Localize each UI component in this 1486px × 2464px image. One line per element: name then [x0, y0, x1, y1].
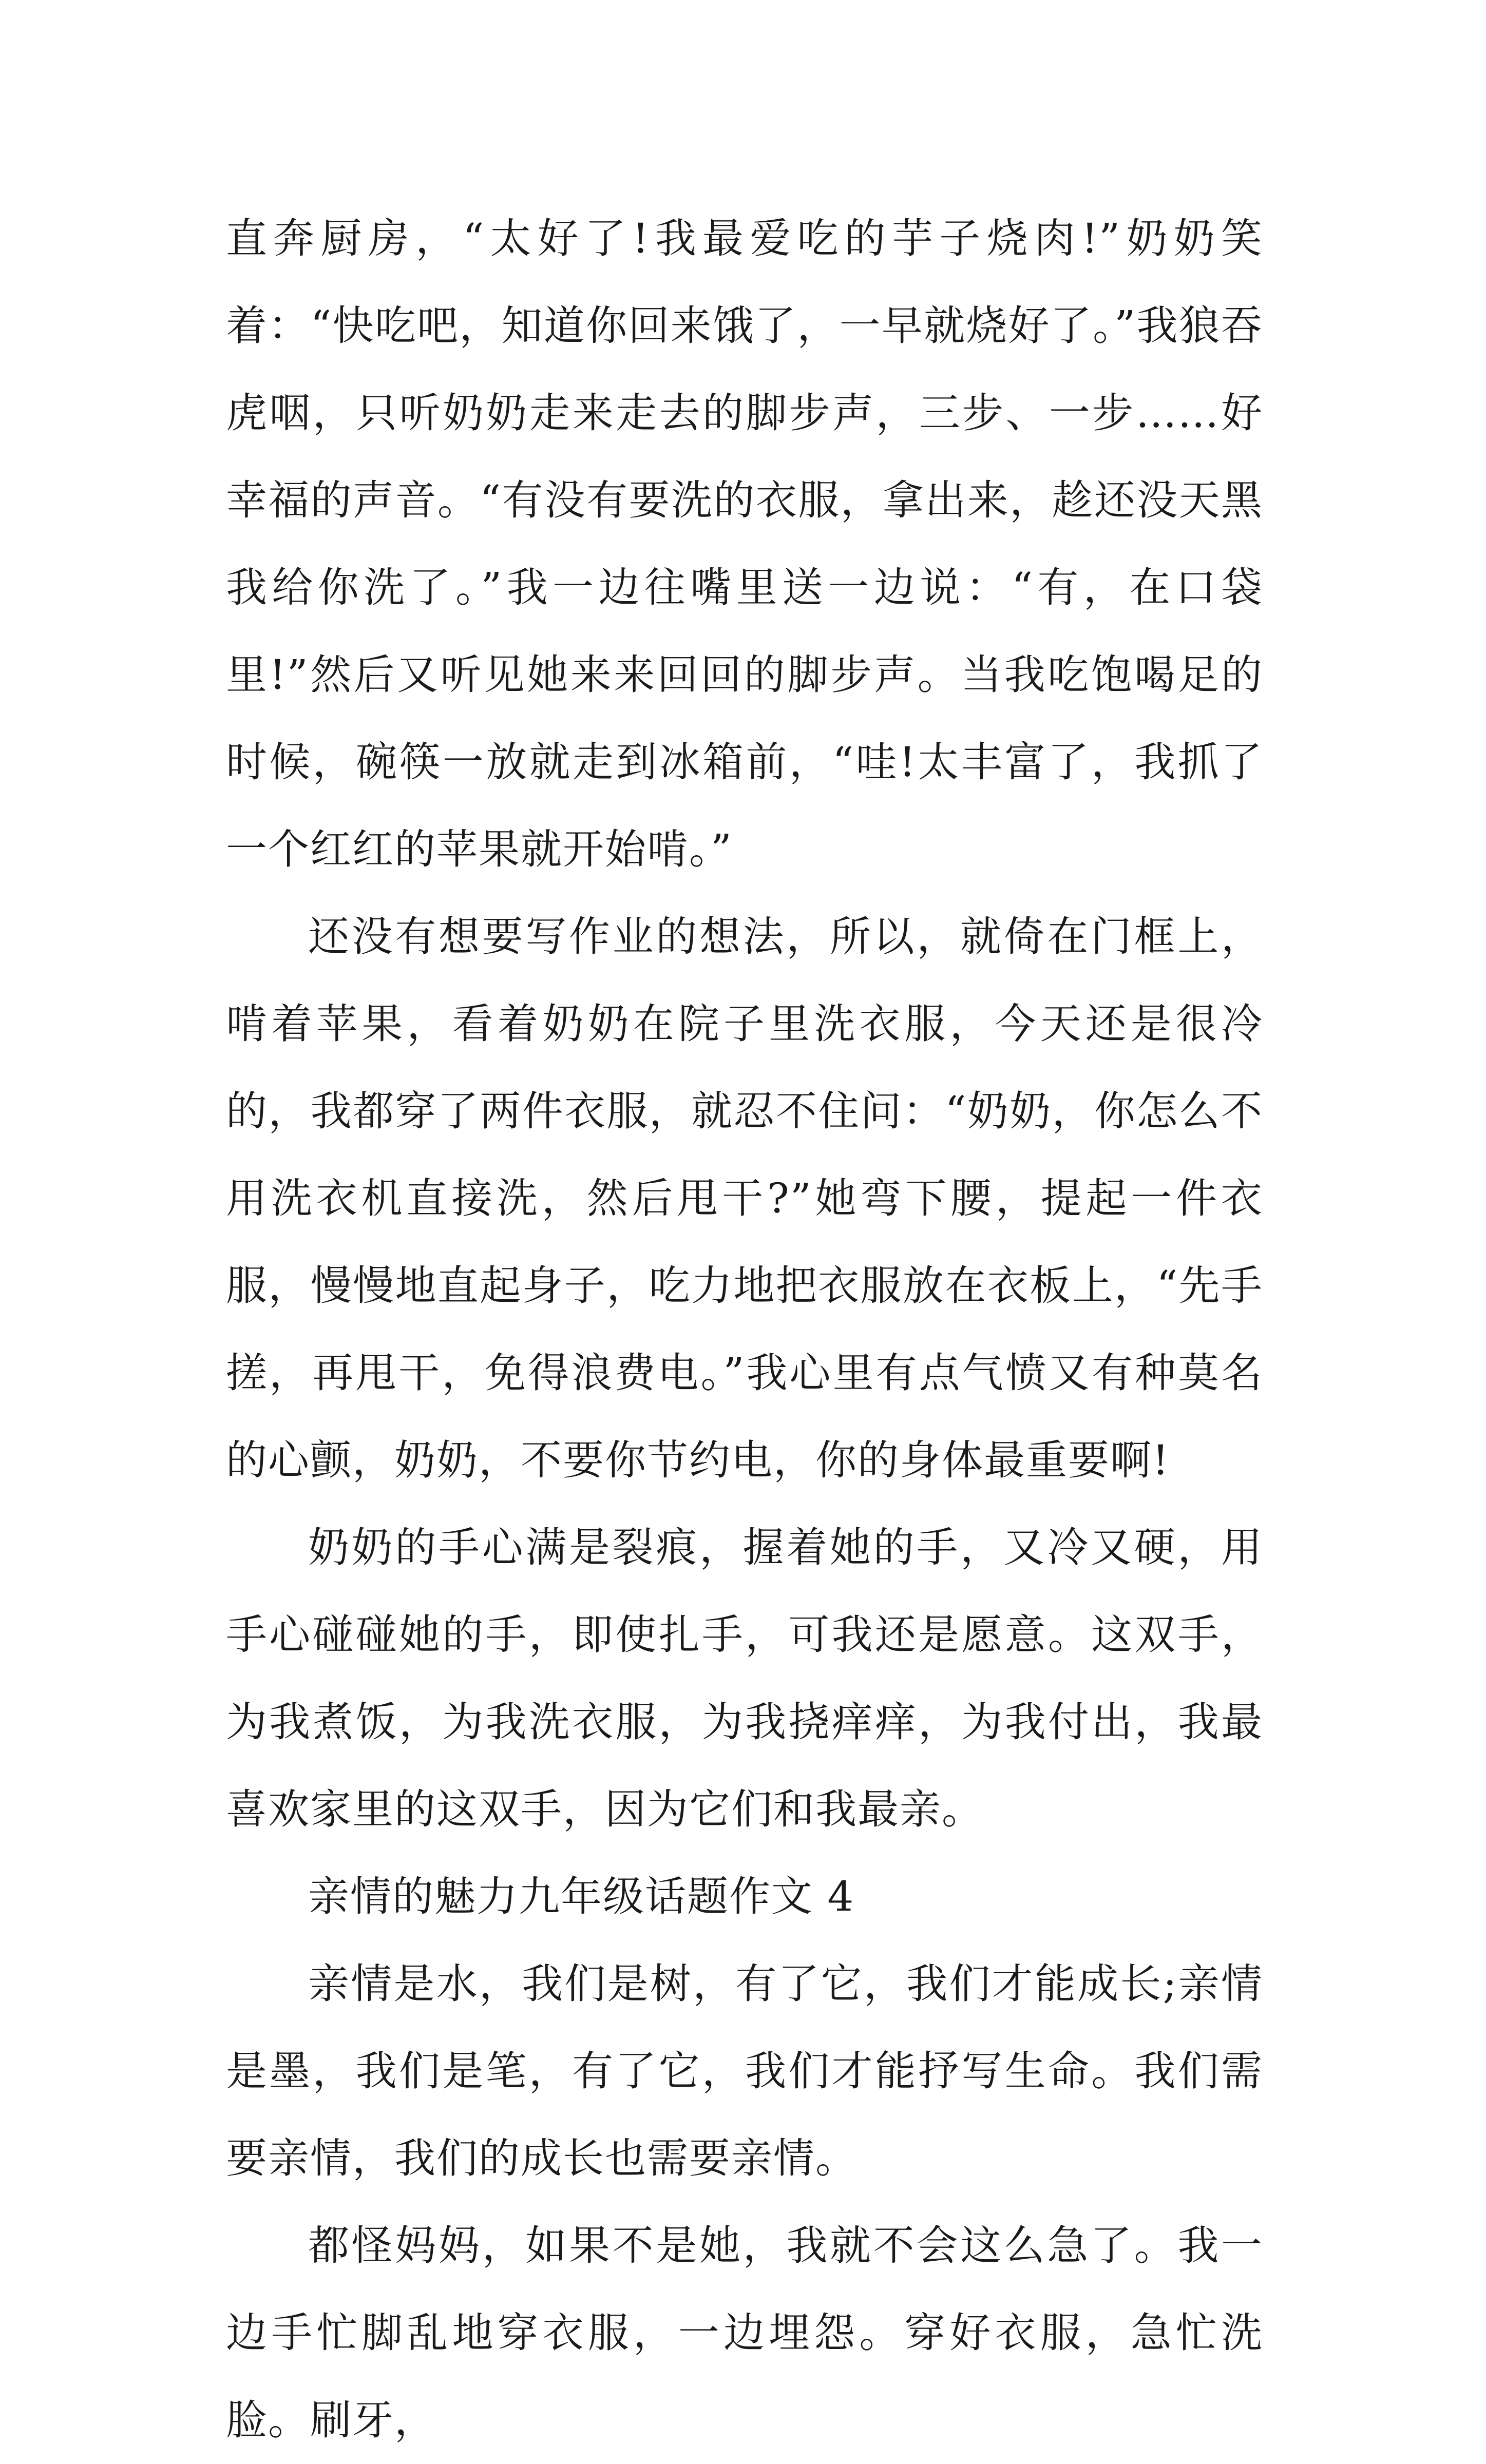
section-heading: 亲情的魅力九年级话题作文 4	[308, 1873, 855, 1920]
document-body	[226, 195, 1263, 2464]
paragraph-4: 亲情是水，我们是树，有了它，我们才能成长;亲情是墨，我们是笔，有了它，我们才能抒写生命。我们需要亲情，我们的成长也需要亲情。	[226, 1960, 1263, 2182]
paragraph-3: 奶奶的手心满是裂痕，握着她的手，又冷又硬，用手心碰碰她的手，即使扎手，可我还是愿意。这双手，为我煮饭，为我洗衣服，为我挠痒痒，为我付出，我最喜欢家里的这双手，因为它们和我最亲。	[226, 1524, 1263, 1833]
paragraph-5: 都怪妈妈，如果不是她，我就不会这么急了。我一边手忙脚乱地穿衣服，一边埋怨。穿好衣服，急忙洗脸。刷牙，	[226, 2222, 1263, 2444]
paragraph-1: 直奔厨房，“太好了!我最爱吃的芋子烧肉!”奶奶笑着：“快吃吧，知道你回来饿了，一早就烧好了。”我狼吞虎咽，只听奶奶走来走去的脚步声，三步、一步……好幸福的声音。“有没有要洗的衣服，拿出来，趁还没天黑我给你洗了。”我一边往嘴里送一边说：“有，在口袋里!”然后又听见她来来回回的脚步声。当我吃饱喝足的时候，碗筷一放就走到冰箱前，“哇!太丰富了，我抓了一个红红的苹果就开始啃。”	[226, 215, 1263, 873]
paragraph-2: 还没有想要写作业的想法，所以，就倚在门框上，啃着苹果，看着奶奶在院子里洗衣服，今天还是很冷的，我都穿了两件衣服，就忍不住问：“奶奶，你怎么不用洗衣机直接洗，然后甩干?”她弯下腰，提起一件衣服，慢慢地直起身子，吃力地把衣服放在衣板上，“先手搓，再甩干，免得浪费电。”我心里有点气愤又有种莫名的心颤，奶奶，不要你节约电，你的身体最重要啊!	[226, 913, 1263, 1484]
